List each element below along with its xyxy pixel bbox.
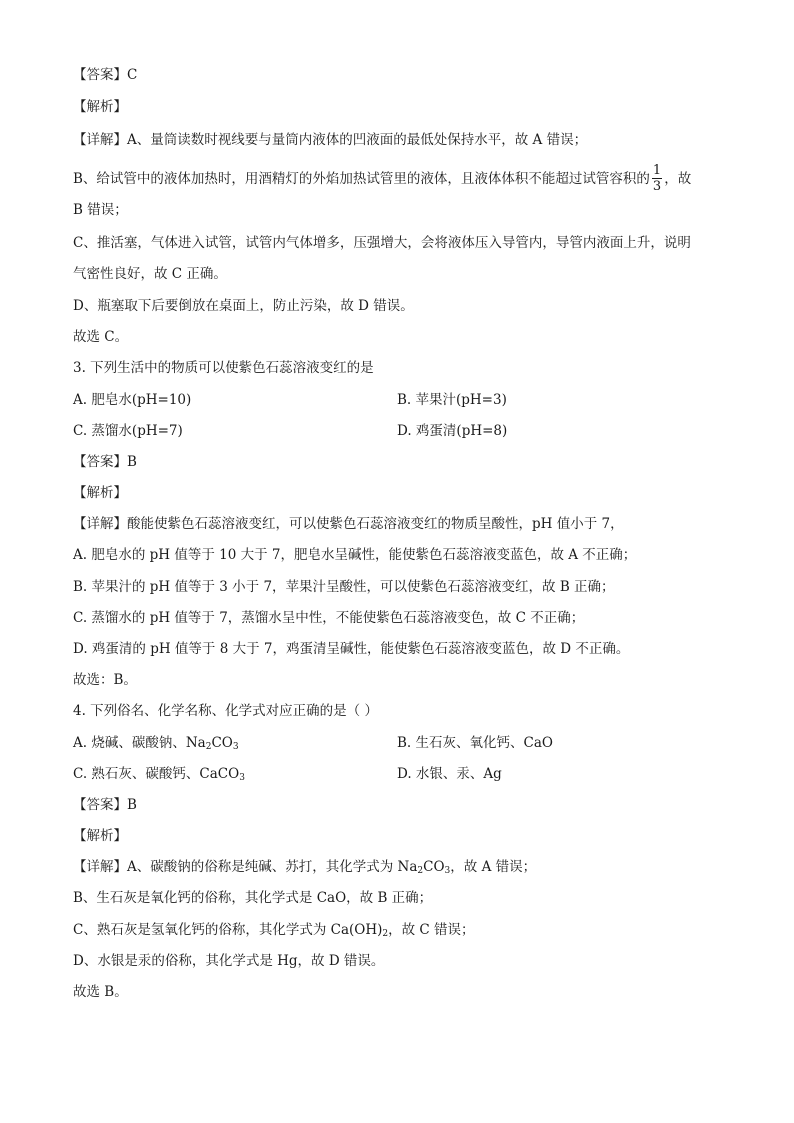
q2-analysis-heading: 【解析】 (73, 99, 127, 115)
q4-option-d: D. 水银、汞、Ag (397, 766, 502, 782)
q2-detail-d: D、瓶塞取下后要倒放在桌面上，防止污染，故 D 错误。 (73, 298, 414, 314)
q4-conclusion: 故选 B。 (73, 984, 128, 1000)
subscript: 2 (205, 742, 212, 752)
q2-conclusion: 故选 C。 (73, 329, 129, 345)
q4-detail-a-mid: CO (423, 859, 445, 875)
q3-option-c: C. 蒸馏水(pH=7) (73, 423, 183, 439)
q3-option-d: D. 鸡蛋清(pH=8) (397, 423, 508, 439)
q4-detail-b: B、生石灰是氧化钙的俗称，其化学式是 CaO，故 B 正确； (73, 890, 433, 906)
q4-option-c-text: C. 熟石灰、碳酸钙、CaCO (73, 766, 240, 782)
q2-detail-c-line1: C、推活塞，气体进入试管，试管内气体增多，压强增大，会将液体压入导管内，导管内液面上升，说明 (73, 235, 691, 251)
q4-option-c (73, 764, 245, 784)
q2-detail-c-line2: 气密性良好，故 C 正确。 (73, 266, 227, 282)
q3-detail-b: B. 苹果汁的 pH 值等于 3 小于 7，苹果汁呈酸性，可以使紫色石蕊溶液变红，故 B 正确； (73, 579, 615, 595)
q3-conclusion: 故选：B。 (73, 672, 137, 688)
q4-answer: 【答案】B (73, 797, 137, 813)
q4-detail-c-pre: C、熟石灰是氢氧化钙的俗称，其化学式为 Ca(OH) (73, 922, 383, 938)
q4-option-a (73, 733, 239, 753)
q4-option-a-text: A. 烧碱、碳酸钠、Na (73, 735, 206, 751)
q4-option-a-mid: CO (211, 735, 233, 751)
q4-detail-c-post: ，故 C 错误； (388, 922, 475, 938)
q4-stem: 4. 下列俗名、化学名称、化学式对应正确的是（ ） (73, 703, 378, 719)
q3-detail-a: A. 肥皂水的 pH 值等于 10 大于 7，肥皂水呈碱性，能使紫色石蕊溶液变蓝色，故 A 不正确； (73, 547, 637, 563)
q4-detail-a-post: ，故 A 错误； (450, 859, 537, 875)
q3-detail-intro: 【详解】酸能使紫色石蕊溶液变红，可以使紫色石蕊溶液变红的物质呈酸性，pH 值小于 7， (73, 516, 624, 532)
q4-analysis-heading: 【解析】 (73, 828, 127, 844)
q2-detail-b (73, 163, 692, 194)
q4-detail-a-pre: 【详解】A、碳酸钠的俗称是纯碱、苏打，其化学式为 Na (73, 859, 418, 875)
q4-detail-a (73, 857, 536, 877)
subscript: 3 (444, 866, 451, 876)
q3-stem: 3. 下列生活中的物质可以使紫色石蕊溶液变红的是 (73, 360, 374, 376)
fraction-denominator: 3 (652, 179, 662, 194)
q3-detail-c: C. 蒸馏水的 pH 值等于 7，蒸馏水呈中性，不能使紫色石蕊溶液变色，故 C 不正确； (73, 610, 585, 626)
q2-detail-b-cont: B 错误； (73, 202, 128, 218)
q3-detail-d: D. 鸡蛋清的 pH 值等于 8 大于 7，鸡蛋清呈碱性，能使紫色石蕊溶液变蓝色，故 D 不正确。 (73, 641, 630, 657)
q3-answer: 【答案】B (73, 454, 137, 470)
q3-analysis-heading: 【解析】 (73, 485, 127, 501)
q2-answer: 【答案】C (73, 67, 138, 83)
q2-detail-b-post: ，故 (664, 171, 692, 187)
q3-option-a: A. 肥皂水(pH=10) (73, 392, 192, 408)
subscript: 2 (382, 929, 389, 939)
q4-detail-d: D、水银是汞的俗称，其化学式是 Hg，故 D 错误。 (73, 953, 385, 969)
subscript: 2 (417, 866, 424, 876)
q4-option-b: B. 生石灰、氧化钙、CaO (397, 735, 553, 751)
fraction-one-third (652, 163, 662, 194)
q2-detail-b-pre: B、给试管中的液体加热时，用酒精灯的外焰加热试管里的液体，且液体体积不能超过试管容积的 (73, 171, 650, 187)
q4-detail-c (73, 920, 475, 940)
subscript: 3 (239, 773, 245, 783)
q2-detail-a: 【详解】A、量筒读数时视线要与量筒内液体的凹液面的最低处保持水平，故 A 错误； (73, 132, 588, 148)
q3-option-b: B. 苹果汁(pH=3) (397, 392, 507, 408)
fraction-numerator: 1 (652, 163, 662, 178)
subscript: 3 (232, 742, 239, 752)
